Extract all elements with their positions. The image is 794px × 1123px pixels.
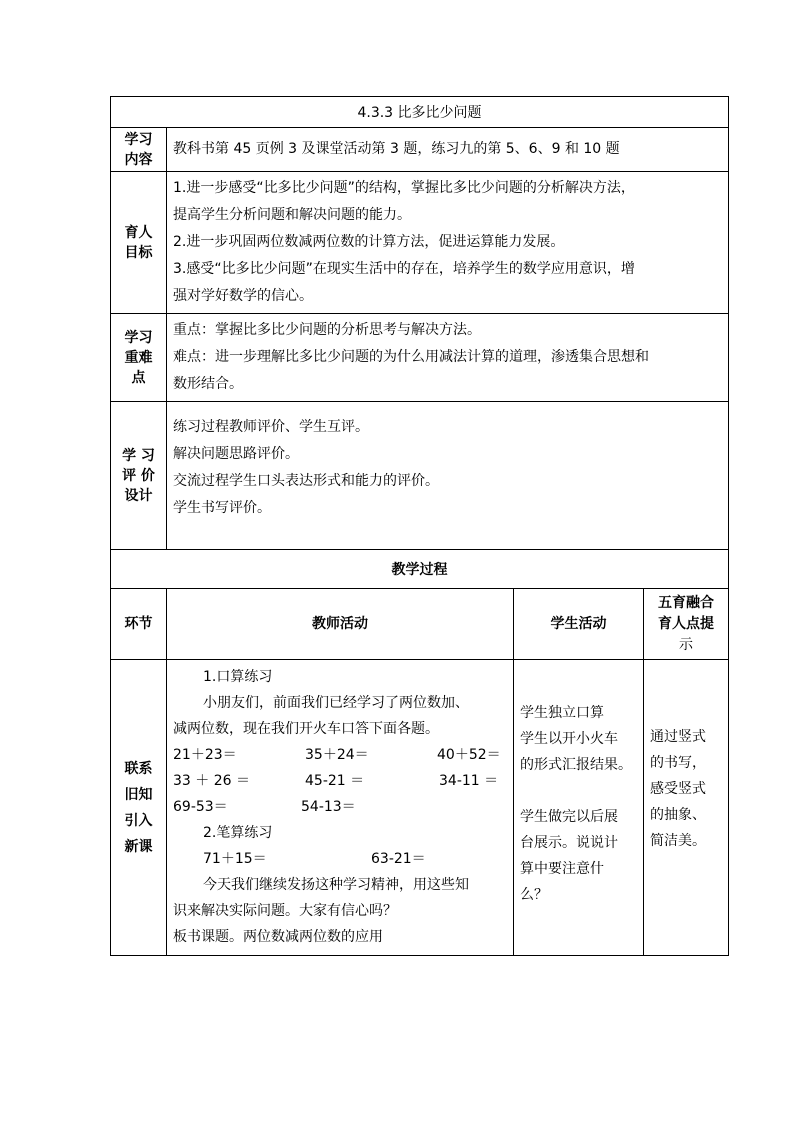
- education-hint: 通过竖式 的书写， 感受竖式 的抽象、 简洁美。: [644, 660, 729, 956]
- calc-row-4: 71＋15＝ 63-21＝: [203, 851, 426, 867]
- content-text: 教科书第 45 页例 3 及课堂活动第 3 题，练习九的第 5、6、9 和 10 题: [167, 128, 729, 172]
- header-stage: 环节: [111, 589, 167, 660]
- calc-row-1: 21＋23＝ 35＋24＝ 40＋52＝: [173, 747, 501, 763]
- evaluation-text: 练习过程教师评价、学生互评。 解决问题思路评价。 交流过程学生口头表达形式和能力的评价。 学生书写评价。: [167, 402, 729, 550]
- goals-text: 1.进一步感受“比多比少问题”的结构，掌握比多比少问题的分析解决方法， 提高学生分析问题和解决问题的能力。 2.进一步巩固两位数减两位数的计算方法，促进运算能力发展。 3.感受“比多比少问题”在现实生活中的存在，培养学生的数学应用意识，增 强对学好数学的信心。: [167, 172, 729, 314]
- row-label-content: 学习 内容: [111, 128, 167, 172]
- keypoints-text: 重点：掌握比多比少问题的分析思考与解决方法。 难点：进一步理解比多比少问题的为什么用减法计算的道理，渗透集合思想和 数形结合。: [167, 314, 729, 402]
- stage-label: 联系 旧知 引入 新课: [111, 660, 167, 956]
- oral-calc-heading: 1.口算练习: [203, 669, 273, 685]
- calc-row-2: 33 ＋ 26 ＝ 45-21 ＝ 34-11 ＝: [173, 773, 499, 789]
- student-activity: 学生独立口算 学生以开小火车 的形式汇报结果。 学生做完以后展 台展示。说说计 算中要注意什 么？: [514, 660, 644, 956]
- row-label-keypoints: 学习 重难 点: [111, 314, 167, 402]
- header-student: 学生活动: [514, 589, 644, 660]
- lesson-plan-table: [110, 96, 729, 956]
- header-hint: 五育融合 育人点提 示: [644, 589, 729, 660]
- lesson-title: 4.3.3 比多比少问题: [111, 97, 729, 128]
- calc-row-3: 69-53＝ 54-13＝: [173, 799, 356, 815]
- row-label-evaluation: 学 习 评 价 设计: [111, 402, 167, 550]
- process-title: 教学过程: [111, 550, 729, 589]
- teacher-activity: 1.口算练习 小朋友们，前面我们已经学习了两位数加、 减两位数，现在我们开火车口答下面各题。 21＋23＝ 35＋24＝ 40＋52＝ 33 ＋ 26 ＝ 45-21 ＝ 34-11 ＝ 69-53＝ 54-13＝ 2.笔算练习 71＋15＝ 63-21＝ 今天我们继续发扬这种学习精神，用这些知 识来解决实际问题。大家有信心吗？ 板书课题。两位数减两位数的应用: [167, 660, 514, 956]
- written-calc-heading: 2.笔算练习: [203, 825, 273, 841]
- row-label-goals: 育人 目标: [111, 172, 167, 314]
- header-teacher: 教师活动: [167, 589, 514, 660]
